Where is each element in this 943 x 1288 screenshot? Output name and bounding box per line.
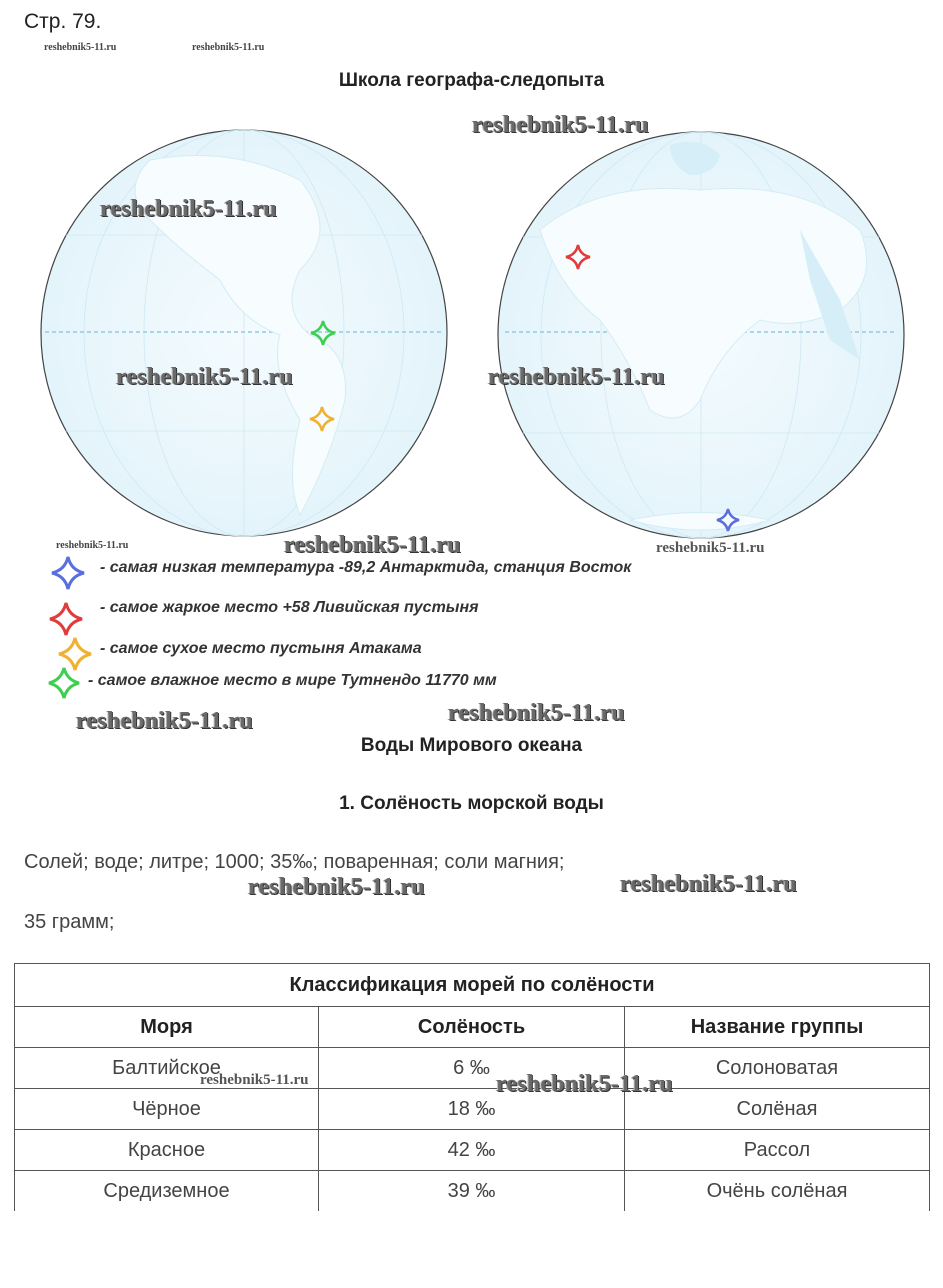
legend-item-text: - самое влажное место в мире Тутнендо 11770 мм xyxy=(88,672,497,689)
table-cell: Чёрное xyxy=(15,1089,319,1130)
table-header: Название группы xyxy=(625,1007,930,1048)
watermark: reshebnik5-11.ru xyxy=(620,871,797,897)
eastern-hemisphere xyxy=(498,132,904,538)
table-row xyxy=(15,1089,930,1130)
watermark: reshebnik5-11.ru xyxy=(448,700,625,726)
watermark: reshebnik5-11.ru xyxy=(488,364,665,390)
watermark: reshebnik5-11.ru xyxy=(76,708,253,734)
table-header: Моря xyxy=(15,1007,319,1048)
table-caption: Классификация морей по солёности xyxy=(15,964,930,1007)
star-green-icon xyxy=(46,665,82,701)
watermark: reshebnik5-11.ru xyxy=(200,1072,309,1088)
table-cell: Солёная xyxy=(625,1089,930,1130)
watermark: reshebnik5-11.ru xyxy=(44,42,117,53)
star-red-icon xyxy=(46,599,86,639)
page-number: Стр. 79. xyxy=(24,10,102,33)
watermark: reshebnik5-11.ru xyxy=(192,42,265,53)
table-header: Солёность xyxy=(319,1007,625,1048)
watermark: reshebnik5-11.ru xyxy=(472,112,649,138)
watermark: reshebnik5-11.ru xyxy=(56,540,129,551)
table-cell: 6 ‰ xyxy=(319,1048,625,1089)
table-cell: Рассол xyxy=(625,1130,930,1171)
table-cell: Балтийское xyxy=(15,1048,319,1089)
table-row xyxy=(15,1048,930,1089)
star-blue-icon xyxy=(48,553,88,593)
table-cell: 39 ‰ xyxy=(319,1171,625,1212)
section-title: Школа географа-следопыта xyxy=(338,70,605,91)
section-title: Воды Мирового океана xyxy=(360,735,583,756)
watermark: reshebnik5-11.ru xyxy=(656,540,765,556)
legend-item-text: - самое жаркое место +58 Ливийская пустыня xyxy=(100,599,479,616)
answer-text: 35 грамм; xyxy=(24,911,115,933)
watermark: reshebnik5-11.ru xyxy=(496,1071,673,1097)
hemispheres-map xyxy=(0,120,943,550)
table-cell: 18 ‰ xyxy=(319,1089,625,1130)
table-row xyxy=(15,1130,930,1171)
watermark: reshebnik5-11.ru xyxy=(116,364,293,390)
legend-item-text: - самое сухое место пустыня Атакама xyxy=(100,640,422,657)
table-row xyxy=(15,1171,930,1212)
western-hemisphere xyxy=(41,130,447,536)
watermark: reshebnik5-11.ru xyxy=(248,874,425,900)
table-cell: Солоноватая xyxy=(625,1048,930,1089)
section-subtitle: 1. Солёность морской воды xyxy=(339,793,604,814)
table-cell: Средиземное xyxy=(15,1171,319,1212)
salinity-table xyxy=(14,963,930,1211)
table-cell: Красное xyxy=(15,1130,319,1171)
legend-item-text: - самая низкая температура -89,2 Антарктида, станция Восток xyxy=(100,559,632,576)
answer-text: Солей; воде; литре; 1000; 35‰; поваренная; соли магния; xyxy=(24,851,565,873)
watermark: reshebnik5-11.ru xyxy=(100,196,277,222)
table-cell: Очёнь солёная xyxy=(625,1171,930,1212)
watermark: reshebnik5-11.ru xyxy=(284,532,461,558)
table-cell: 42 ‰ xyxy=(319,1130,625,1171)
